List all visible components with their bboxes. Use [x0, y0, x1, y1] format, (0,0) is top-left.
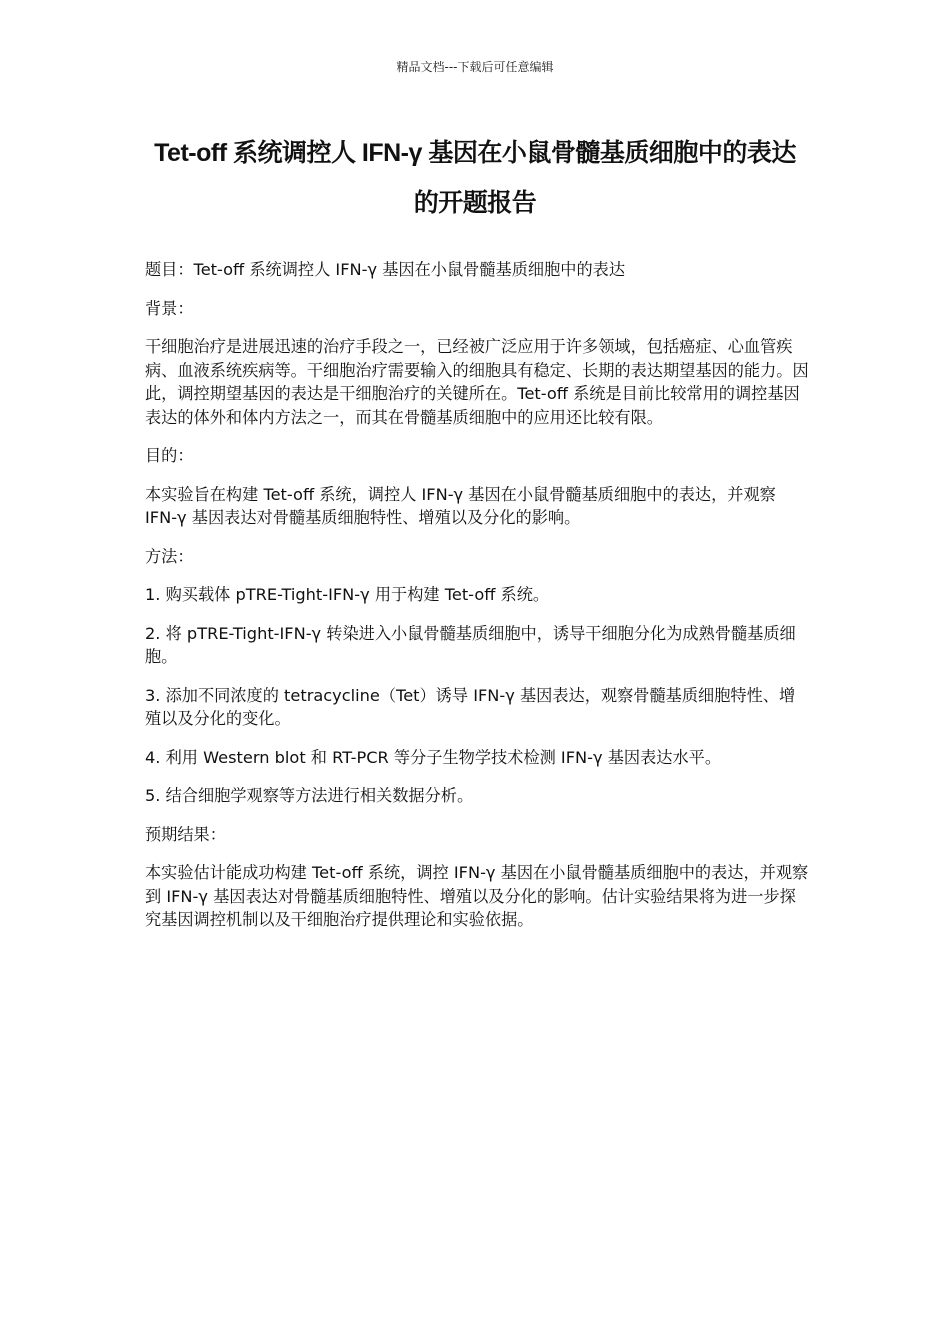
method-item-5: 5. 结合细胞学观察等方法进行相关数据分析。 — [145, 786, 474, 805]
purpose-label: 目的： — [145, 446, 194, 465]
title-line-1: Tet-off 系统调控人 IFN-γ 基因在小鼠骨髓基质细胞中的表达 — [154, 139, 796, 167]
expected-text: 本实验估计能成功构建 Tet-off 系统，调控 IFN-γ 基因在小鼠骨髓基质细胞中的表达，并观察到 IFN-γ 基因表达对骨髓基质细胞特性、增殖以及分化的影响。估计实验结果将为进一步探究基因调控机制以及干细胞治疗提供理论和实验依据。 — [145, 863, 809, 929]
expected-label: 预期结果： — [145, 824, 226, 844]
header-note: 精品文档---下载后可任意编辑 — [396, 60, 554, 74]
title-line-2: 的开题报告 — [413, 189, 537, 217]
method-item-1: 1. 购买载体 pTRE-Tight-IFN-γ 用于构建 Tet-off 系统。 — [145, 585, 550, 604]
background-label: 背景： — [145, 298, 194, 318]
background-text: 干细胞治疗是进展迅速的治疗手段之一，已经被广泛应用于许多领域，包括癌症、心血管疾病、血液系统疾病等。干细胞治疗需要输入的细胞具有稳定、长期的表达期望基因的能力。因此，调控期望基因的表达是干细胞治疗的关键所在。Tet-off 系统是目前比较常用的调控基因表达的体外和体内方法之一，而其在骨髓基质细胞中的应用还比较有限。 — [145, 337, 809, 427]
purpose-text: 本实验旨在构建 Tet-off 系统，调控人 IFN-γ 基因在小鼠骨髓基质细胞中的表达，并观察 IFN-γ 基因表达对骨髓基质细胞特性、增殖以及分化的影响。 — [145, 484, 776, 527]
method-label: 方法： — [145, 546, 194, 566]
topic-line: 题目：Tet-off 系统调控人 IFN-γ 基因在小鼠骨髓基质细胞中的表达 — [145, 260, 626, 279]
document-title — [135, 128, 815, 228]
document-body — [145, 258, 810, 947]
method-item-2: 2. 将 pTRE-Tight-IFN-γ 转染进入小鼠骨髓基质细胞中，诱导干细胞分化为成熟骨髓基质细胞。 — [145, 623, 796, 666]
method-item-3: 3. 添加不同浓度的 tetracycline（Tet）诱导 IFN-γ 基因表达，观察骨髓基质细胞特性、增殖以及分化的变化。 — [145, 685, 796, 728]
method-item-4: 4. 利用 Western blot 和 RT-PCR 等分子生物学技术检测 IFN-γ 基因表达水平。 — [145, 747, 722, 767]
